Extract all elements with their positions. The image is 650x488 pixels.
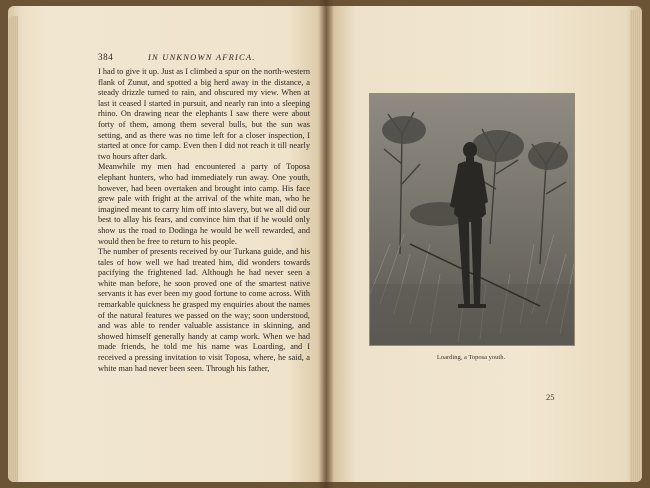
plate-number: 25 [546, 392, 555, 402]
running-head-title: IN UNKNOWN AFRICA. [148, 52, 256, 62]
paragraph: The number of presents received by our Turkana guide, and his tales of how well we had treated him, did wonders towards pacifying the frightened lad. Although he had never seen a white man before, he soon proved one of the smartest native servants it has ever been my good fortune to come across. With remarkable quickness he grasped my enquiries about the names of the natural features we passed on the way; soon understood, and was able to render valuable assistance in skinning, and showed himself generally handy at camp work. When we had made friends, he told me his name was Loarding, and I received a pressing invitation to visit Toposa, where, he said, a white man had never been seen. Through his father, [98, 247, 310, 373]
running-head [98, 52, 308, 64]
photo-caption: Loarding, a Toposa youth. [436, 354, 506, 361]
photo-plate [369, 93, 575, 346]
page-number: 384 [98, 52, 114, 62]
paragraph: Meanwhile my men had encountered a party of Toposa elephant hunters, who had immediately run away. One youth, however, had been overtaken and brought into camp. His face grew pale with fright at the arrival of the white man, who he imagined meant to carry him off into slavery, but we all did our best to allay his fears, and convince him that if he would only show us the road to Dodinga he would be well rewarded, and would then be free to return to his people. [98, 162, 310, 246]
left-page-edges [8, 16, 18, 482]
portrait-photo [370, 94, 574, 345]
book-gutter [318, 0, 334, 488]
paragraph: I had to give it up. Just as I climbed a spur on the north-western flank of Zunut, and spotted a big herd away in the distance, a steady drizzle turned to rain, and obscured my view. When at last it ceased I started in pursuit, and nearly ran into a sleeping rhino. On drawing near the elephants I saw there were about forty of them, among them several bulls, but the sun was setting, and as there was no time left for a closer inspection, I started at once for camp. Even then I did not reach it till nearly two hours after dark. [98, 67, 310, 161]
body-text [98, 67, 310, 374]
right-page-edges [630, 10, 642, 482]
